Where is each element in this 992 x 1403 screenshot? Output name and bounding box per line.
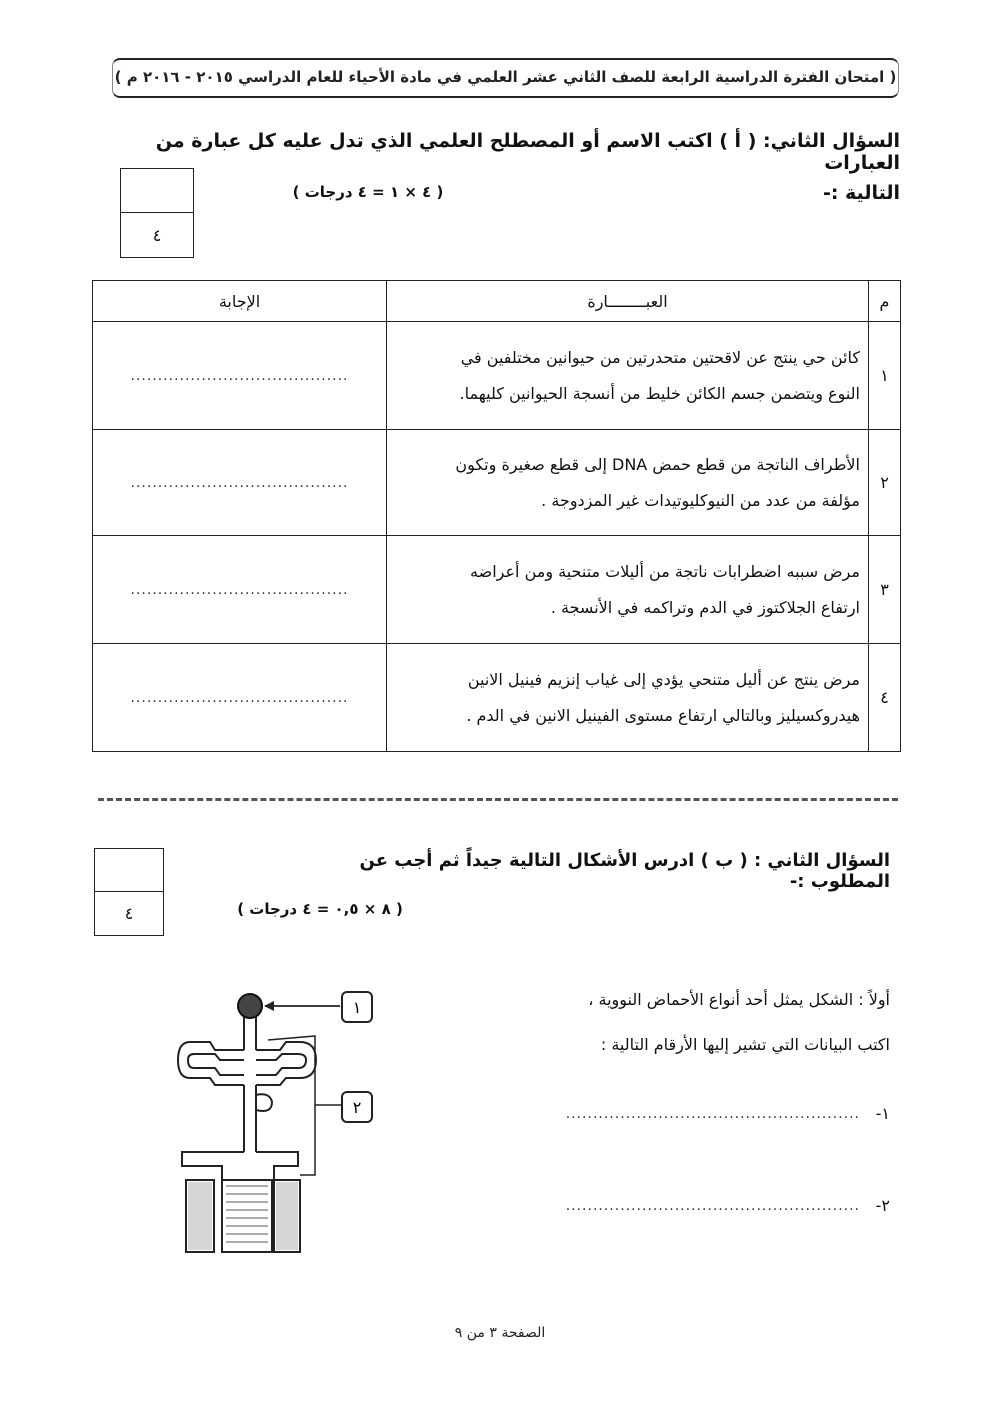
score-box-empty-cell <box>95 849 163 892</box>
row-statement <box>387 322 869 430</box>
question-a-score-box <box>120 168 194 258</box>
statement-line: هيدروكسيليز وبالتالي ارتفاع مستوى الفينيل الانين في الدم . <box>466 705 860 725</box>
score-box-total: ٤ <box>152 225 162 245</box>
answer-field[interactable]: ........................................ <box>93 430 387 536</box>
answer-field[interactable]: ........................................ <box>93 536 387 644</box>
table-row <box>93 644 901 752</box>
statement-line: مرض ينتج عن أليل متنحي يؤدي إلى غياب إنزيم فينيل الانين <box>467 669 860 689</box>
section-separator <box>98 798 898 801</box>
answer-num: ١- <box>875 1104 890 1123</box>
header-answer: الإجابة <box>93 281 387 322</box>
statement-line: مرض سببه اضطرابات ناتجة من أليلات متنحية ومن أعراضه <box>470 561 860 581</box>
table-row <box>93 536 901 644</box>
page-number: الصفحة ٣ من ٩ <box>454 1325 546 1341</box>
statement-line: مؤلفة من عدد من النيوكليوتيدات غير المزدوجة . <box>541 490 860 510</box>
row-num: ١ <box>869 322 901 430</box>
statement-line: الأطراف الناتجة من قطع حمض DNA إلى قطع صغيرة وتكون <box>455 454 860 474</box>
header-num: م <box>869 281 901 322</box>
row-num: ٢ <box>869 430 901 536</box>
table-row <box>93 322 901 430</box>
answer-field[interactable]: ........................................ <box>93 322 387 430</box>
answer-line[interactable]: ...................................................... <box>565 1106 860 1122</box>
question-a-grade-note: ( ٤ × ١ = ٤ درجات ) <box>292 183 444 201</box>
table-header-row <box>93 281 901 322</box>
question-b-instruction: اكتب البيانات التي تشير إليها الأرقام التالية : <box>600 1035 890 1054</box>
answer-line[interactable]: ...................................................... <box>565 1198 860 1214</box>
terms-table <box>92 280 901 752</box>
row-num: ٣ <box>869 536 901 644</box>
question-b-title: السؤال الثاني : ( ب ) ادرس الأشكال التالية جيداً ثم أجب عن المطلوب :- <box>359 850 890 892</box>
statement-line: كائن حي ينتج عن لاقحتين متحدرتين من حيوانين مختلفين في <box>460 347 860 367</box>
question-b-intro: أولاً : الشكل يمثل أحد أنواع الأحماض النووية ، <box>588 990 890 1009</box>
figure-label-1: ١ <box>352 998 362 1017</box>
score-box-total: ٤ <box>124 904 134 923</box>
trna-figure <box>160 980 390 1270</box>
question-a-title: السؤال الثاني: ( أ ) اكتب الاسم أو المصطلح العلمي الذي تدل عليه كل عبارة من العبارات <box>155 130 900 174</box>
score-box-empty-cell <box>121 169 193 213</box>
question-a-title-continued: التالية :- <box>822 182 900 204</box>
statement-line: ارتفاع الجلاكتوز في الدم وتراكمه في الأنسجة . <box>550 597 860 617</box>
question-b-grade-note: ( ٨ × ٠,٥ = ٤ درجات ) <box>237 900 403 918</box>
row-statement <box>387 644 869 752</box>
figure-label-2: ٢ <box>352 1098 362 1117</box>
exam-header: ( امتحان الفترة الدراسية الرابعة للصف الثاني عشر العلمي في مادة الأحياء للعام الدراسي ٢٠١٥ - ٢٠١٦ م ) <box>112 58 899 98</box>
table-row <box>93 430 901 536</box>
question-b-score-box <box>94 848 164 936</box>
row-num: ٤ <box>869 644 901 752</box>
answer-num: ٢- <box>875 1196 890 1215</box>
header-statement: العبــــــــارة <box>387 281 869 322</box>
statement-line: النوع ويتضمن جسم الكائن خليط من أنسجة الحيوانين كليهما. <box>459 383 860 403</box>
row-statement <box>387 430 869 536</box>
row-statement <box>387 536 869 644</box>
answer-field[interactable]: ........................................ <box>93 644 387 752</box>
